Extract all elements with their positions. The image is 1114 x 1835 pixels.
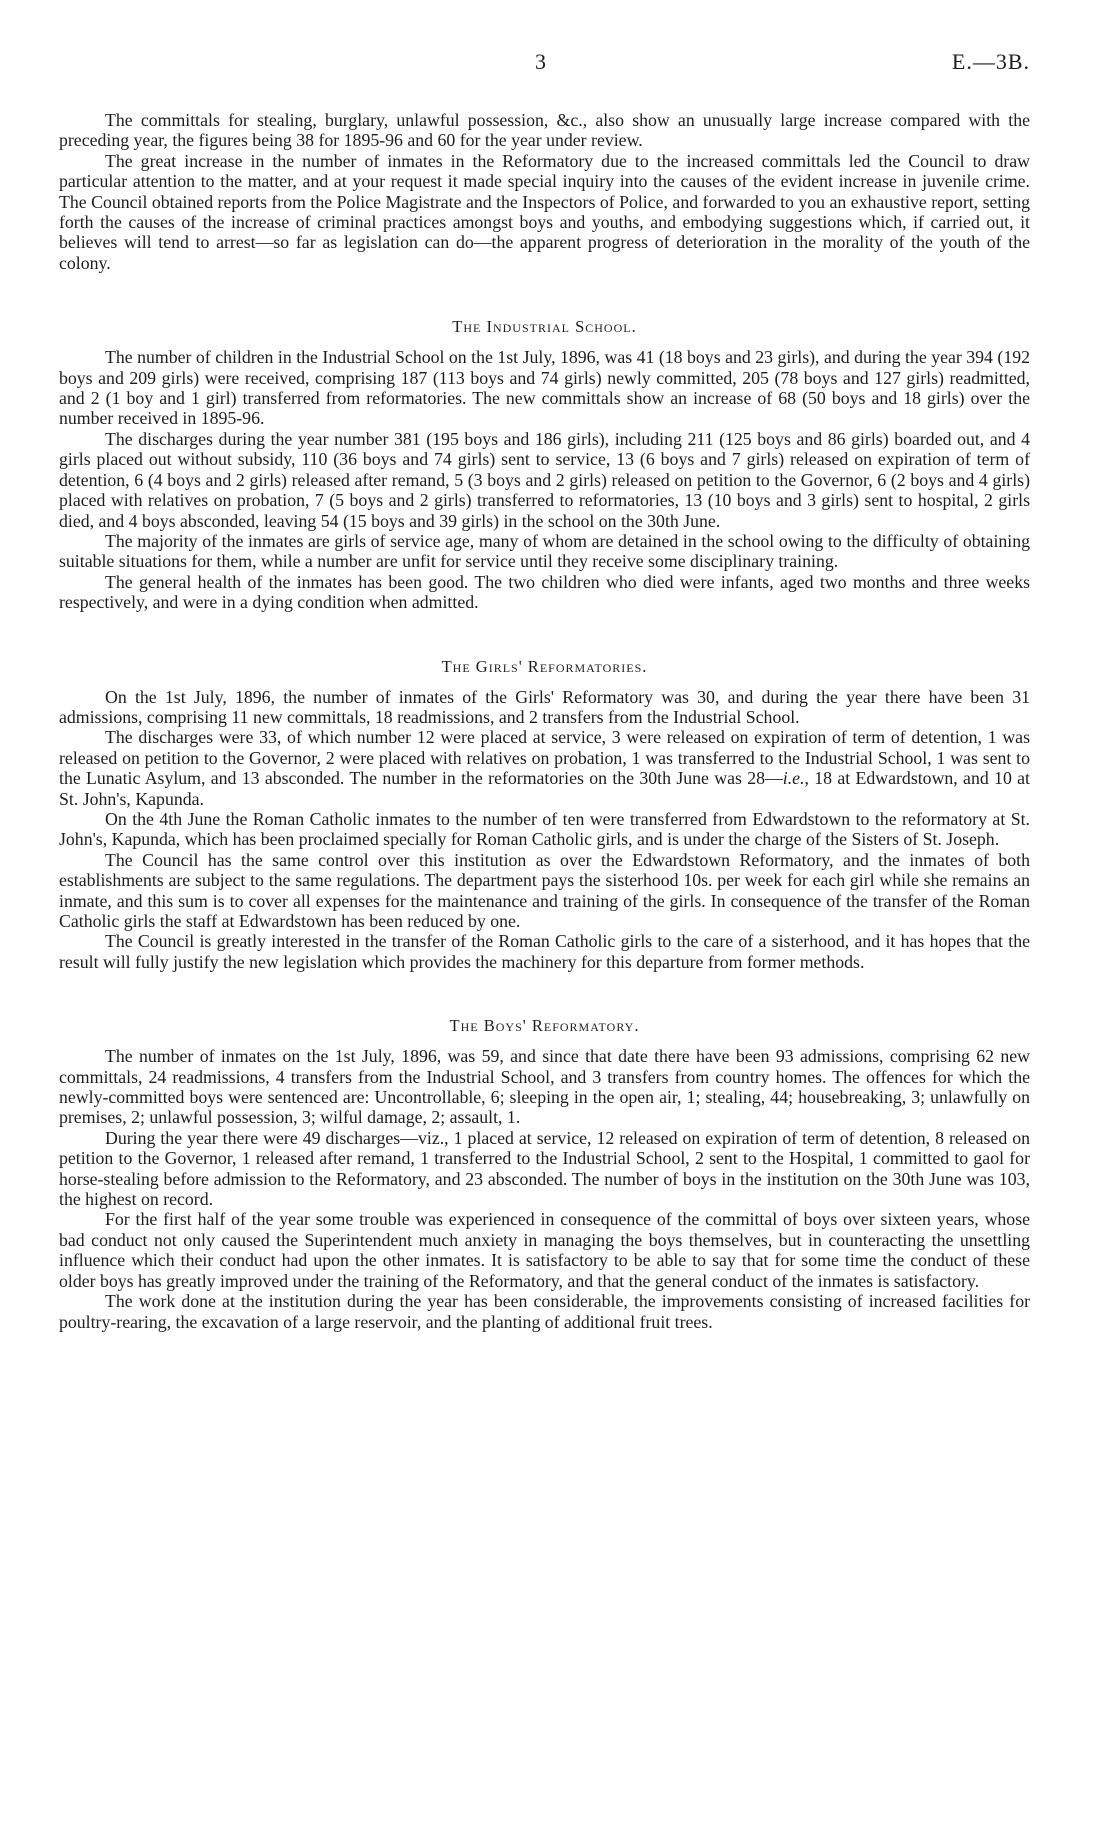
paragraph: On the 4th June the Roman Catholic inmates to the number of ten were transferred from Edwardstown to the reformatory at St. John's, Kapunda, which has been proclaimed specially for Roman Catholic girls, and is under the charge of the Sisters of St. Joseph. [59,808,1030,850]
section-heading: The Girls' Reformatories. [441,656,648,676]
text-run: , 18 at Edwardstown, and 10 at St. John's, Kapunda. [59,768,1030,809]
paragraph: The majority of the inmates are girls of service age, many of whom are detained in the school owing to the difficulty of obtaining suitable situations for them, while a number are unfit for service until they receive some disciplinary training. [59,530,1030,572]
page-number: 3 [535,49,546,74]
paragraph: The work done at the institution during the year has been considerable, the improvements consisting of increased facilities for poultry-rearing, the excavation of a large reservoir, and the planting of additional fruit trees. [59,1291,1030,1332]
girls-reformatories-section [59,657,1030,973]
boys-reformatory-section [59,1016,1030,1332]
paragraph: During the year there were 49 discharges—viz., 1 placed at service, 12 released on expiration of term of detention, 8 released on petition to the Governor, 1 released after remand, 1 transferred to the Industrial School, 2 sent to the Hospital, 1 committed to gaol for horse-stealing before admission to the Reformatory, and 23 absconded. The number of boys in the institution on the 30th June was 103, the highest on record. [59,1127,1030,1210]
document-reference: E.—3B. [951,49,1030,74]
intro-section [59,110,1030,273]
section-heading: The Industrial School. [452,317,637,337]
page-header [59,49,1030,80]
paragraph: The discharges during the year number 381 (195 boys and 186 girls), including 211 (125 boys and 86 girls) boarded out, and 4 girls placed out without subsidy, 110 (36 boys and 74 girls) sent to service, 13 (6 boys and 7 girls) released on expiration of term of detention, 6 (4 boys and 2 girls) released after remand, 5 (3 boys and 2 girls) released on petition to the Governor, 6 (2 boys and 4 girls) placed with relatives on probation, 7 (5 boys and 2 girls) transferred to reformatories, 13 (10 boys and 3 girls) sent to hospital, 2 girls died, and 4 boys absconded, leaving 54 (15 boys and 39 girls) in the school on the 30th June. [59,428,1030,531]
paragraph: The number of inmates on the 1st July, 1896, was 59, and since that date there have been 93 admissions, comprising 62 new committals, 24 readmissions, 4 transfers from the Industrial School, and 3 transfers from country homes. The offences for which the newly-committed boys were sentenced are: Uncontrollable, 6; sleeping in the open air, 1; stealing, 44; housebreaking, 3; unlawfully on premises, 2; unlawful possession, 3; wilful damage, 2; assault, 1. [59,1046,1030,1128]
paragraph: The Council is greatly interested in the transfer of the Roman Catholic girls to the care of a sisterhood, and it has hopes that the result will fully justify the new legislation which provides the machinery for this departure from former methods. [59,931,1030,972]
paragraph: For the first half of the year some trouble was experienced in consequence of the committal of boys over sixteen years, whose bad conduct not only caused the Superintendent much anxiety in managing the boys themselves, but in counteracting the unsettling influence which their conduct had upon the other inmates. It is satisfactory to be able to say that for some time the conduct of these older boys has greatly improved under the training of the Reformatory, and that the general conduct of the inmates is satisfactory. [59,1209,1030,1291]
paragraph: The number of children in the Industrial School on the 1st July, 1896, was 41 (18 boys and 23 girls), and during the year 394 (192 boys and 209 girls) were received, comprising 187 (113 boys and 74 girls) newly committed, 205 (78 boys and 127 girls) readmitted, and 2 (1 boy and 1 girl) transferred from reformatories. The new committals show an increase of 68 (50 boys and 18 girls) over the number received in 1895-96. [59,347,1030,429]
paragraph: The Council has the same control over this institution as over the Edwardstown Reformatory, and the inmates of both establishments are subject to the same regulations. The department pays the sisterhood 10s. per week for each girl while she remains an inmate, and this sum is to cover all expenses for the maintenance and training of the girls. In consequence of the transfer of the Roman Catholic girls the staff at Edwardstown has been reduced by one. [59,849,1030,931]
section-heading: The Boys' Reformatory. [449,1016,640,1036]
paragraph: The great increase in the number of inmates in the Reformatory due to the increased committals led the Council to draw particular attention to the matter, and at your request it made special inquiry into the causes of the evident increase in juvenile crime. The Council obtained reports from the Police Magistrate and the Inspectors of Police, and forwarded to you an exhaustive report, setting forth the causes of the increase of criminal practices amongst boys and youths, and embodying suggestions which, if carried out, it believes will tend to arrest—so far as legislation can do—the apparent progress of deterioration in the morality of the youth of the colony. [59,150,1030,273]
paragraph: The committals for stealing, burglary, unlawful possession, &c., also show an unusually large increase compared with the preceding year, the figures being 38 for 1895-96 and 60 for the year under review. [59,110,1030,151]
italic-abbreviation: i.e. [782,768,805,789]
text-run: The discharges were 33, of which number 12 were placed at service, 3 were released on expiration of term of detention, 1 was released on petition to the Governor, 2 were placed with relatives on probation, 1 was transferred to the Industrial School, 1 was sent to the Lunatic Asylum, and 13 absconded. The number in the reformatories on the 30th June was 28— [59,727,1030,789]
paragraph: The general health of the inmates has been good. The two children who died were infants, aged two months and three weeks respectively, and were in a dying condition when admitted. [59,571,1030,613]
industrial-school-section [59,317,1030,612]
paragraph: On the 1st July, 1896, the number of inmates of the Girls' Reformatory was 30, and during the year there have been 31 admissions, comprising 11 new committals, 18 readmissions, and 2 transfers from the Industrial School. [59,686,1030,727]
paragraph [59,727,1030,809]
